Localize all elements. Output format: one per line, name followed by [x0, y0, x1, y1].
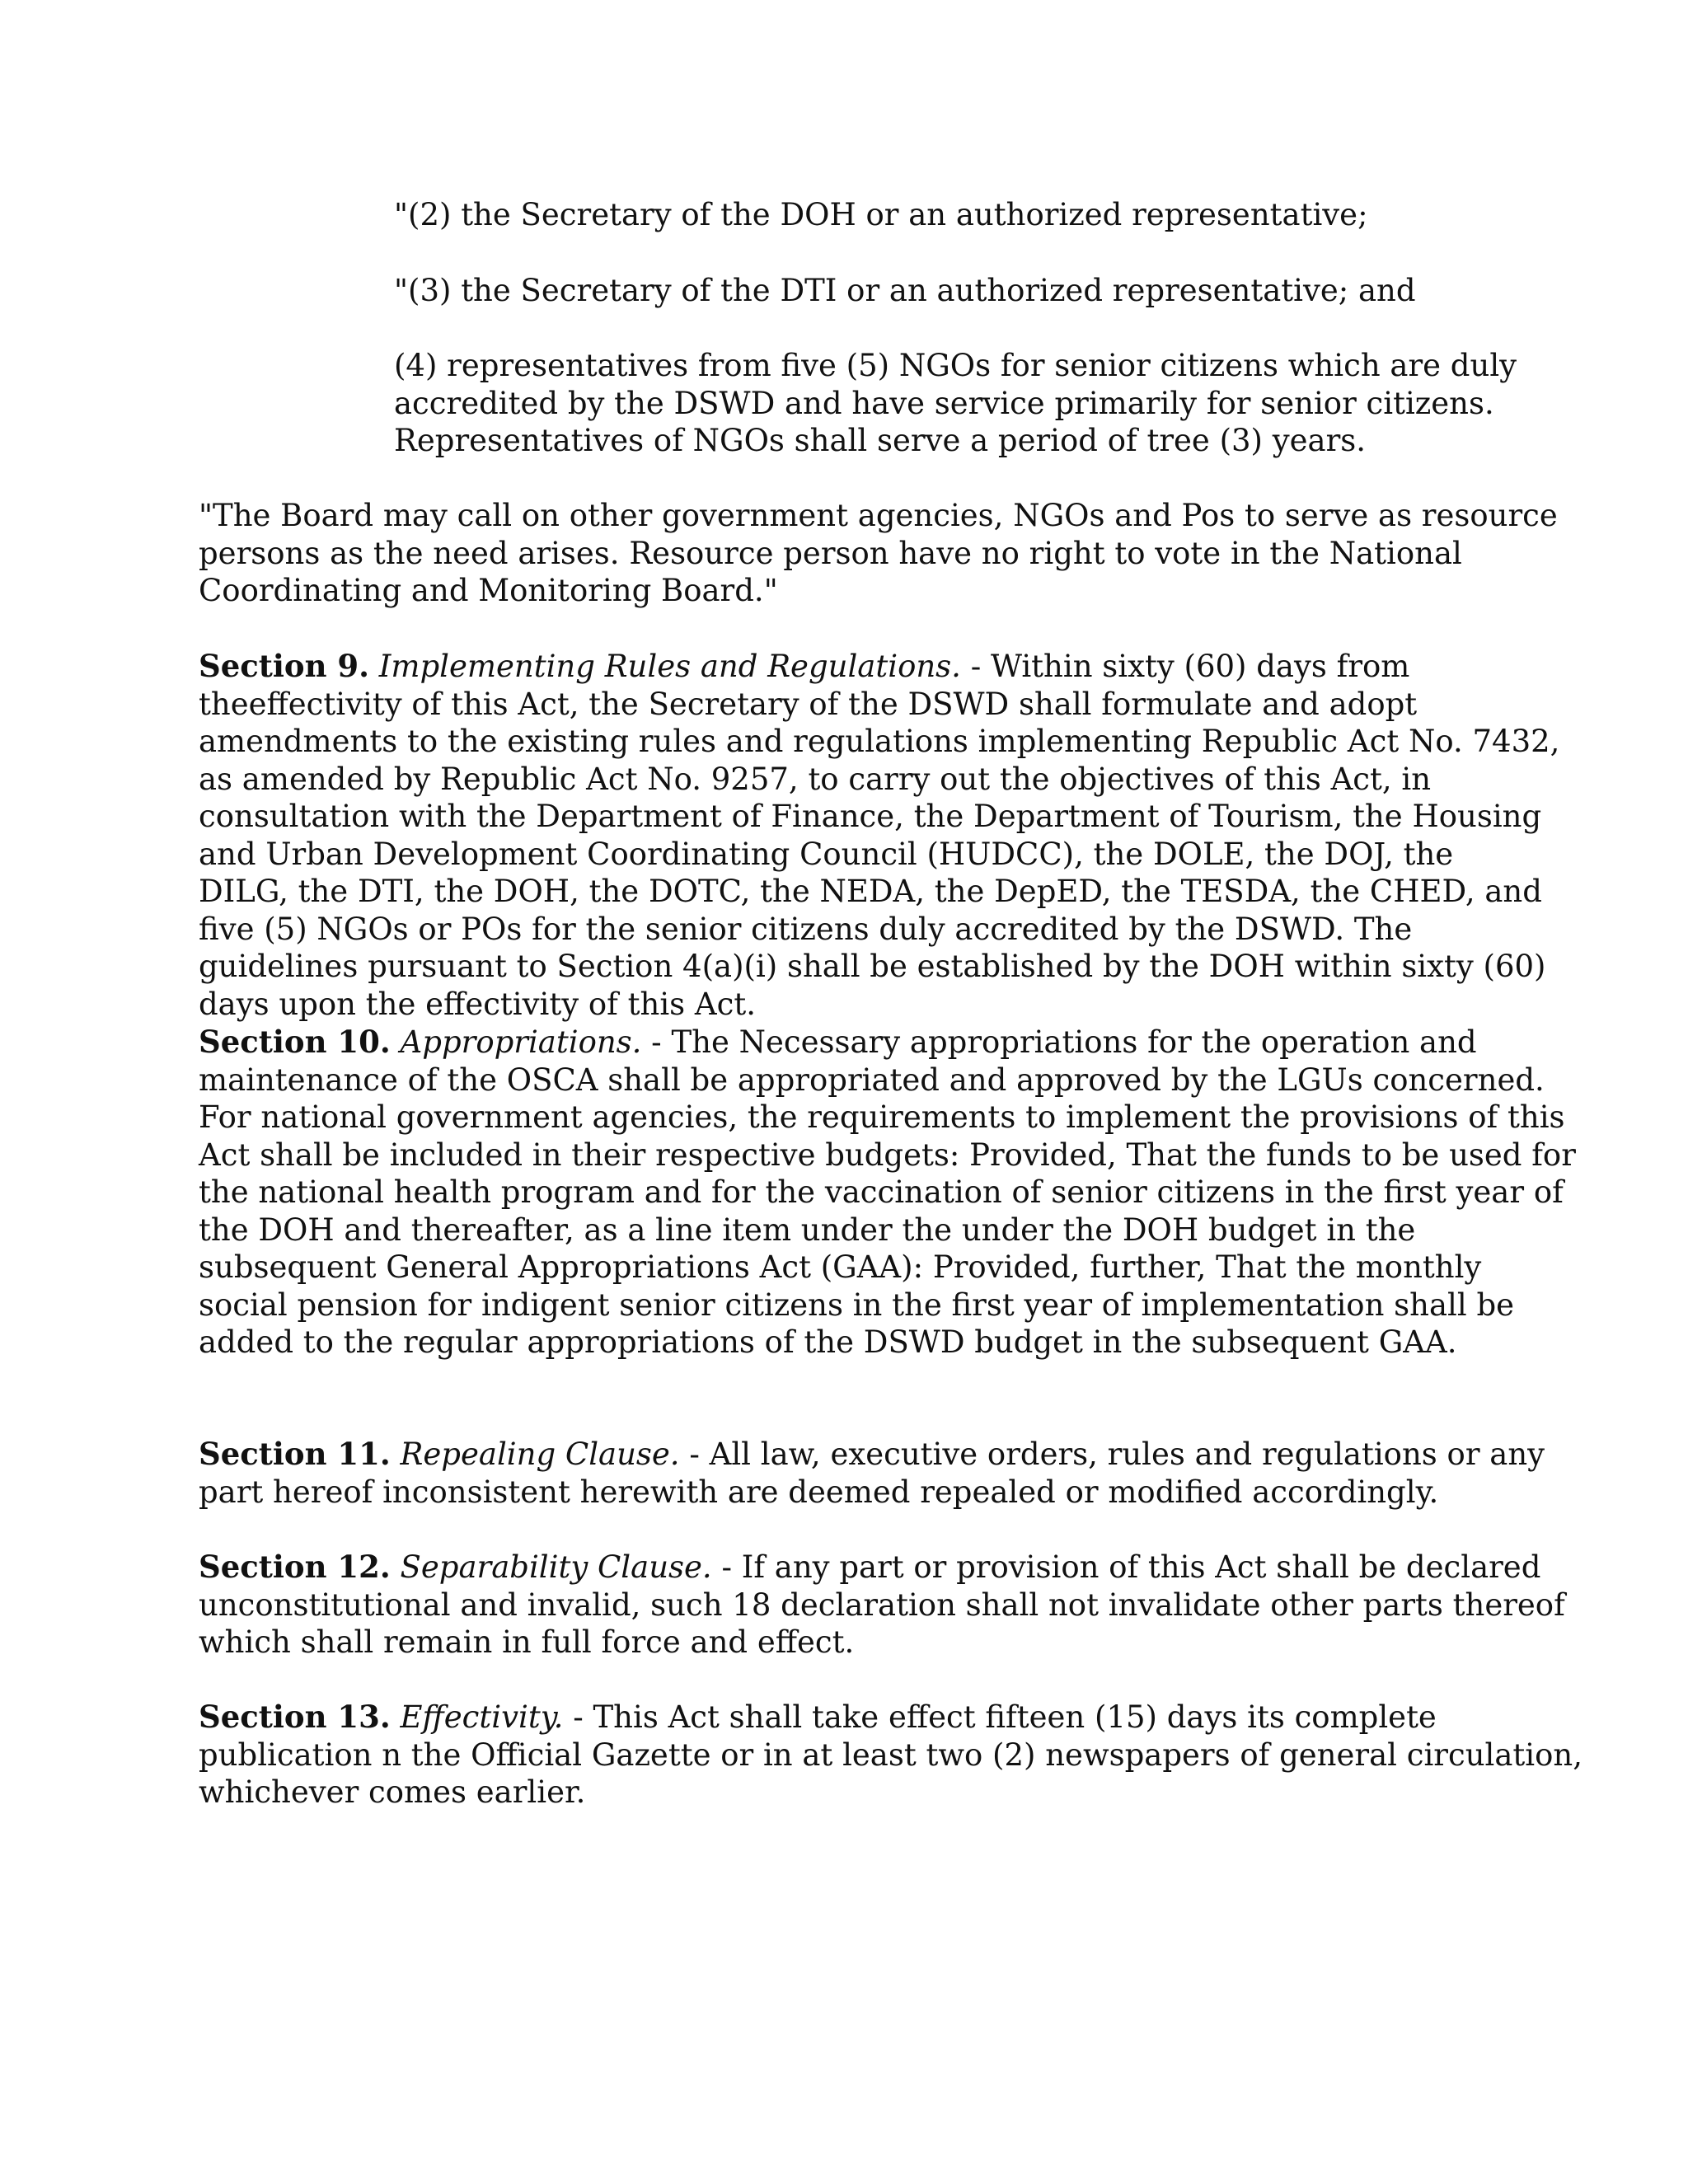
list-item-4 — [394, 347, 1517, 460]
section-12-title: Separability Clause. — [400, 1549, 712, 1585]
section-10-line: Act shall be included in their respective budgets: Provided, That the funds to be used for — [199, 1137, 1576, 1173]
section-13-line: publication n the Official Gazette or in at least two (2) newspapers of general circulation, — [199, 1736, 1583, 1773]
section-12-line: which shall remain in full force and effect. — [199, 1624, 855, 1660]
section-9-line: and Urban Development Coordinating Council (HUDCC), the DOLE, the DOJ, the — [199, 836, 1454, 872]
section-13-line: whichever comes earlier. — [199, 1774, 586, 1810]
list-item-4-line: accredited by the DSWD and have service primarily for senior citizens. — [394, 385, 1494, 421]
section-11-label: Section 11. — [199, 1436, 391, 1472]
section-9-line: five (5) NGOs or POs for the senior citizens duly accredited by the DSWD. The — [199, 911, 1413, 947]
section-11 — [199, 1436, 1545, 1511]
section-11-line: part hereof inconsistent herewith are deemed repealed or modified accordingly. — [199, 1474, 1439, 1510]
section-10-label: Section 10. — [199, 1024, 391, 1060]
section-9-line: DILG, the DTI, the DOH, the DOTC, the NEDA, the DepED, the TESDA, the CHED, and — [199, 874, 1542, 909]
section-10-line: social pension for indigent senior citizens in the first year of implementation shall be — [199, 1286, 1515, 1323]
section-11-title: Repealing Clause. — [400, 1436, 680, 1472]
section-10-title: Appropriations. — [400, 1024, 642, 1060]
section-12 — [199, 1549, 1565, 1661]
section-10-line: the DOH and thereafter, as a line item under the under the DOH budget in the — [199, 1212, 1416, 1248]
section-13 — [199, 1699, 1583, 1811]
section-9-label: Section 9. — [199, 648, 370, 684]
section-13-title: Effectivity. — [400, 1699, 564, 1735]
section-9-line: theeffectivity of this Act, the Secretary of the DSWD shall formulate and adopt — [199, 686, 1418, 722]
list-item-4-line: Representatives of NGOs shall serve a period of tree (3) years. — [394, 423, 1367, 458]
board-paragraph — [199, 497, 1558, 610]
section-11-first-line: - All law, executive orders, rules and regulations or any — [679, 1436, 1545, 1472]
list-item-2-text: "(2) the Secretary of the DOH or an authorized representative; — [394, 197, 1368, 232]
section-9-line: guidelines pursuant to Section 4(a)(i) shall be established by the DOH within sixty (60) — [199, 949, 1546, 984]
section-9-title: Implementing Rules and Regulations. — [378, 649, 961, 684]
section-9 — [199, 648, 1560, 1023]
section-12-label: Section 12. — [199, 1549, 391, 1585]
section-10-line: the national health program and for the vaccination of senior citizens in the first year of — [199, 1174, 1564, 1210]
section-9-line: as amended by Republic Act No. 9257, to carry out the objectives of this Act, in — [199, 761, 1432, 797]
section-9-first-line: - Within sixty (60) days from — [960, 649, 1410, 684]
list-item-3 — [394, 272, 1490, 310]
section-10-line: added to the regular appropriations of the DSWD budget in the subsequent GAA. — [199, 1324, 1457, 1360]
section-12-line: unconstitutional and invalid, such 18 declaration shall not invalidate other parts thereof — [199, 1586, 1565, 1623]
section-9-line: amendments to the existing rules and regulations implementing Republic Act No. 7432, — [199, 724, 1560, 759]
list-item-3-text: "(3) the Secretary of the DTI or an authorized representative; and — [394, 273, 1416, 308]
list-item-4-line: (4) representatives from five (5) NGOs for senior citizens which are duly — [394, 348, 1517, 383]
section-13-first-line: - This Act shall take effect fifteen (15) days its complete — [563, 1699, 1437, 1735]
board-paragraph-line: "The Board may call on other government agencies, NGOs and Pos to serve as resource — [199, 498, 1558, 533]
section-10-line: subsequent General Appropriations Act (GAA): Provided, further, That the monthly — [199, 1249, 1482, 1285]
board-paragraph-line: persons as the need arises. Resource person have no right to vote in the National — [199, 535, 1462, 571]
list-item-2 — [394, 196, 1490, 234]
section-9-line: consultation with the Department of Finance, the Department of Tourism, the Housing — [199, 799, 1542, 834]
section-9-line: days upon the effectivity of this Act. — [199, 986, 756, 1022]
section-10-first-line: - The Necessary appropriations for the operation and — [641, 1024, 1477, 1060]
board-paragraph-line: Coordinating and Monitoring Board." — [199, 573, 778, 608]
section-12-first-line: - If any part or provision of this Act shall be declared — [711, 1549, 1541, 1585]
section-10-line: For national government agencies, the requirements to implement the provisions of this — [199, 1099, 1565, 1135]
section-10-line: maintenance of the OSCA shall be appropriated and approved by the LGUs concerned. — [199, 1062, 1545, 1098]
section-13-label: Section 13. — [199, 1699, 391, 1735]
section-10 — [199, 1024, 1576, 1361]
